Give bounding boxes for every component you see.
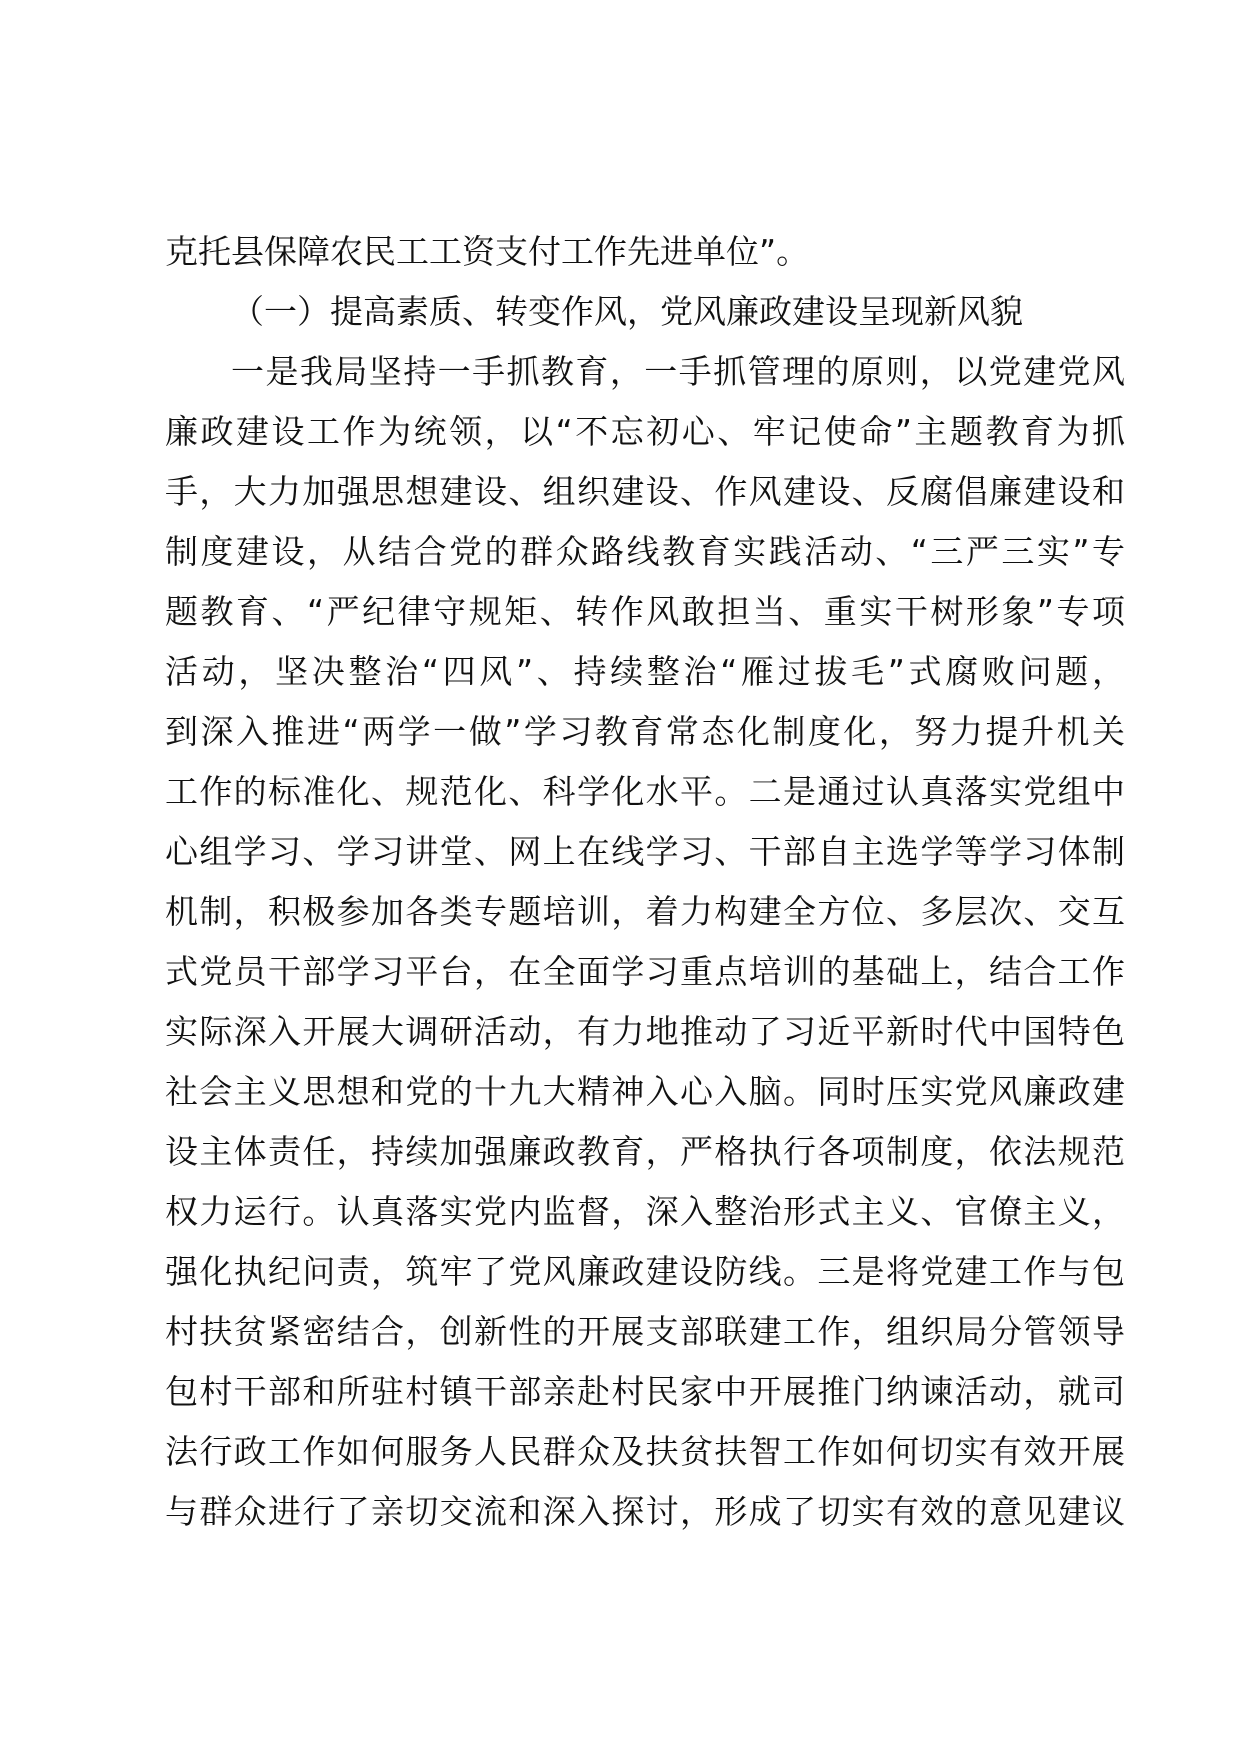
paragraph-line: 实际深入开展大调研活动，有力地推动了习近平新时代中国特色	[165, 1012, 1125, 1051]
paragraph-line: 廉政建设工作为统领，以“不忘初心、牢记使命”主题教育为抓	[165, 412, 1125, 451]
paragraph-line: 到深入推进“两学一做”学习教育常态化制度化，努力提升机关	[165, 712, 1125, 751]
continuation-line: 克托县保障农民工工资支付工作先进单位”。	[165, 232, 810, 271]
paragraph-line: 心组学习、学习讲堂、网上在线学习、干部自主选学等学习体制	[165, 832, 1125, 871]
paragraph-line: 村扶贫紧密结合，创新性的开展支部联建工作，组织局分管领导	[165, 1312, 1125, 1351]
paragraph-line: 手，大力加强思想建设、组织建设、作风建设、反腐倡廉建设和	[165, 472, 1125, 511]
paragraph-line: 包村干部和所驻村镇干部亲赴村民家中开展推门纳谏活动，就司	[165, 1372, 1125, 1411]
paragraph-line: 社会主义思想和党的十九大精神入心入脑。同时压实党风廉政建	[165, 1072, 1125, 1111]
paragraph-line: 一是我局坚持一手抓教育，一手抓管理的原则，以党建党风	[231, 352, 1125, 391]
paragraph-line: 题教育、“严纪律守规矩、转作风敢担当、重实干树形象”专项	[165, 592, 1125, 631]
paragraph-line: 活动，坚决整治“四风”、持续整治“雁过拔毛”式腐败问题，	[165, 652, 1125, 691]
paragraph-line: 工作的标准化、规范化、科学化水平。二是通过认真落实党组中	[165, 772, 1125, 811]
paragraph-line: 与群众进行了亲切交流和深入探讨，形成了切实有效的意见建议	[165, 1492, 1125, 1531]
paragraph-line: 权力运行。认真落实党内监督，深入整治形式主义、官僚主义，	[165, 1192, 1125, 1231]
paragraph-line: 法行政工作如何服务人民群众及扶贫扶智工作如何切实有效开展	[165, 1432, 1125, 1471]
paragraph-line: 式党员干部学习平台，在全面学习重点培训的基础上，结合工作	[165, 952, 1125, 991]
paragraph-line: 机制，积极参加各类专题培训，着力构建全方位、多层次、交互	[165, 892, 1125, 931]
paragraph-line: 制度建设，从结合党的群众路线教育实践活动、“三严三实”专	[165, 532, 1125, 571]
document-body	[165, 222, 1125, 1542]
paragraph-line: 设主体责任，持续加强廉政教育，严格执行各项制度，依法规范	[165, 1132, 1125, 1171]
paragraph-line: 强化执纪问责，筑牢了党风廉政建设防线。三是将党建工作与包	[165, 1252, 1125, 1291]
section-heading: （一）提高素质、转变作风，党风廉政建设呈现新风貌	[231, 292, 1023, 331]
